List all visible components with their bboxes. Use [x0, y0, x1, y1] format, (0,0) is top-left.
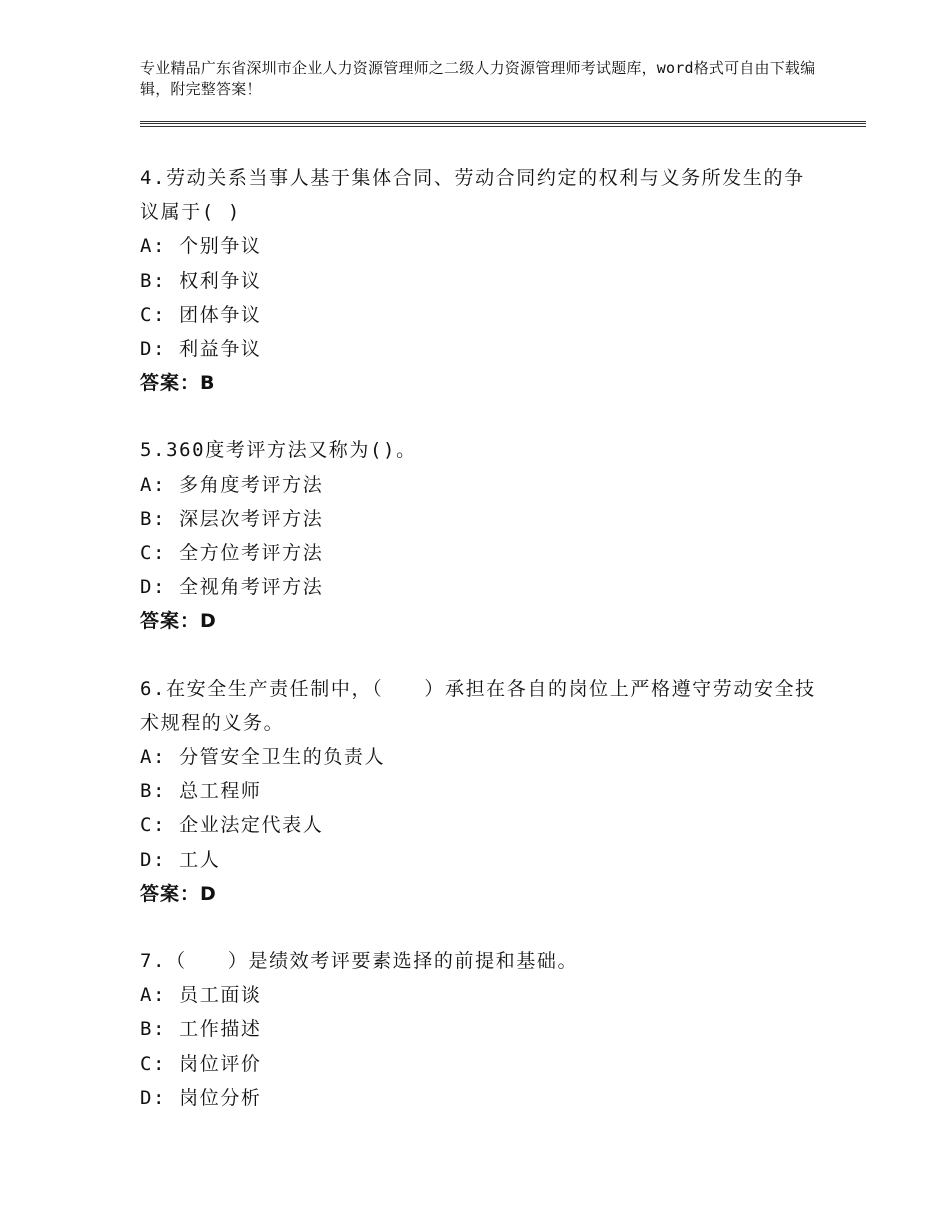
option-d: D: 岗位分析: [140, 1086, 262, 1109]
header-divider-line: [140, 121, 866, 122]
option-a: A: 个别争议: [140, 235, 262, 258]
header-title: 专业精品广东省深圳市企业人力资源管理师之二级人力资源管理师考试题库，word格式可自由下载编辑，附完整答案！: [140, 59, 816, 98]
header-divider-line: [140, 123, 866, 124]
option-a: A: 多角度考评方法: [140, 473, 324, 496]
answer-label: 答案：D: [140, 610, 217, 633]
question-text: 5.360度考评方法又称为()。: [140, 439, 417, 462]
option-c: C: 团体争议: [140, 303, 262, 326]
question-list: [140, 161, 820, 1148]
option-d: D: 利益争议: [140, 338, 262, 361]
question-7: [140, 944, 820, 1115]
option-b: B: 深层次考评方法: [140, 507, 324, 530]
option-a: A: 员工面谈: [140, 984, 262, 1007]
question-text: 6.在安全生产责任制中，（ ）承担在各自的岗位上严格遵守劳动安全技术规程的义务。: [140, 677, 816, 734]
answer-label: 答案：B: [140, 372, 216, 395]
question-6: [140, 672, 820, 911]
option-c: C: 全方位考评方法: [140, 542, 324, 565]
option-b: B: 权利争议: [140, 269, 262, 292]
option-c: C: 岗位评价: [140, 1052, 262, 1075]
document-header: [140, 58, 840, 100]
question-5: [140, 433, 820, 638]
answer-label: 答案：D: [140, 882, 217, 905]
option-b: B: 总工程师: [140, 780, 262, 803]
option-a: A: 分管安全卫生的负责人: [140, 746, 386, 769]
option-b: B: 工作描述: [140, 1018, 262, 1041]
option-c: C: 企业法定代表人: [140, 814, 324, 837]
question-text: 7.（ ）是绩效考评要素选择的前提和基础。: [140, 950, 579, 973]
question-4: [140, 161, 820, 400]
option-d: D: 全视角考评方法: [140, 576, 324, 599]
question-text: 4.劳动关系当事人基于集体合同、劳动合同约定的权利与义务所发生的争议属于( ): [140, 167, 805, 224]
option-d: D: 工人: [140, 848, 221, 871]
header-divider-line: [140, 126, 866, 127]
